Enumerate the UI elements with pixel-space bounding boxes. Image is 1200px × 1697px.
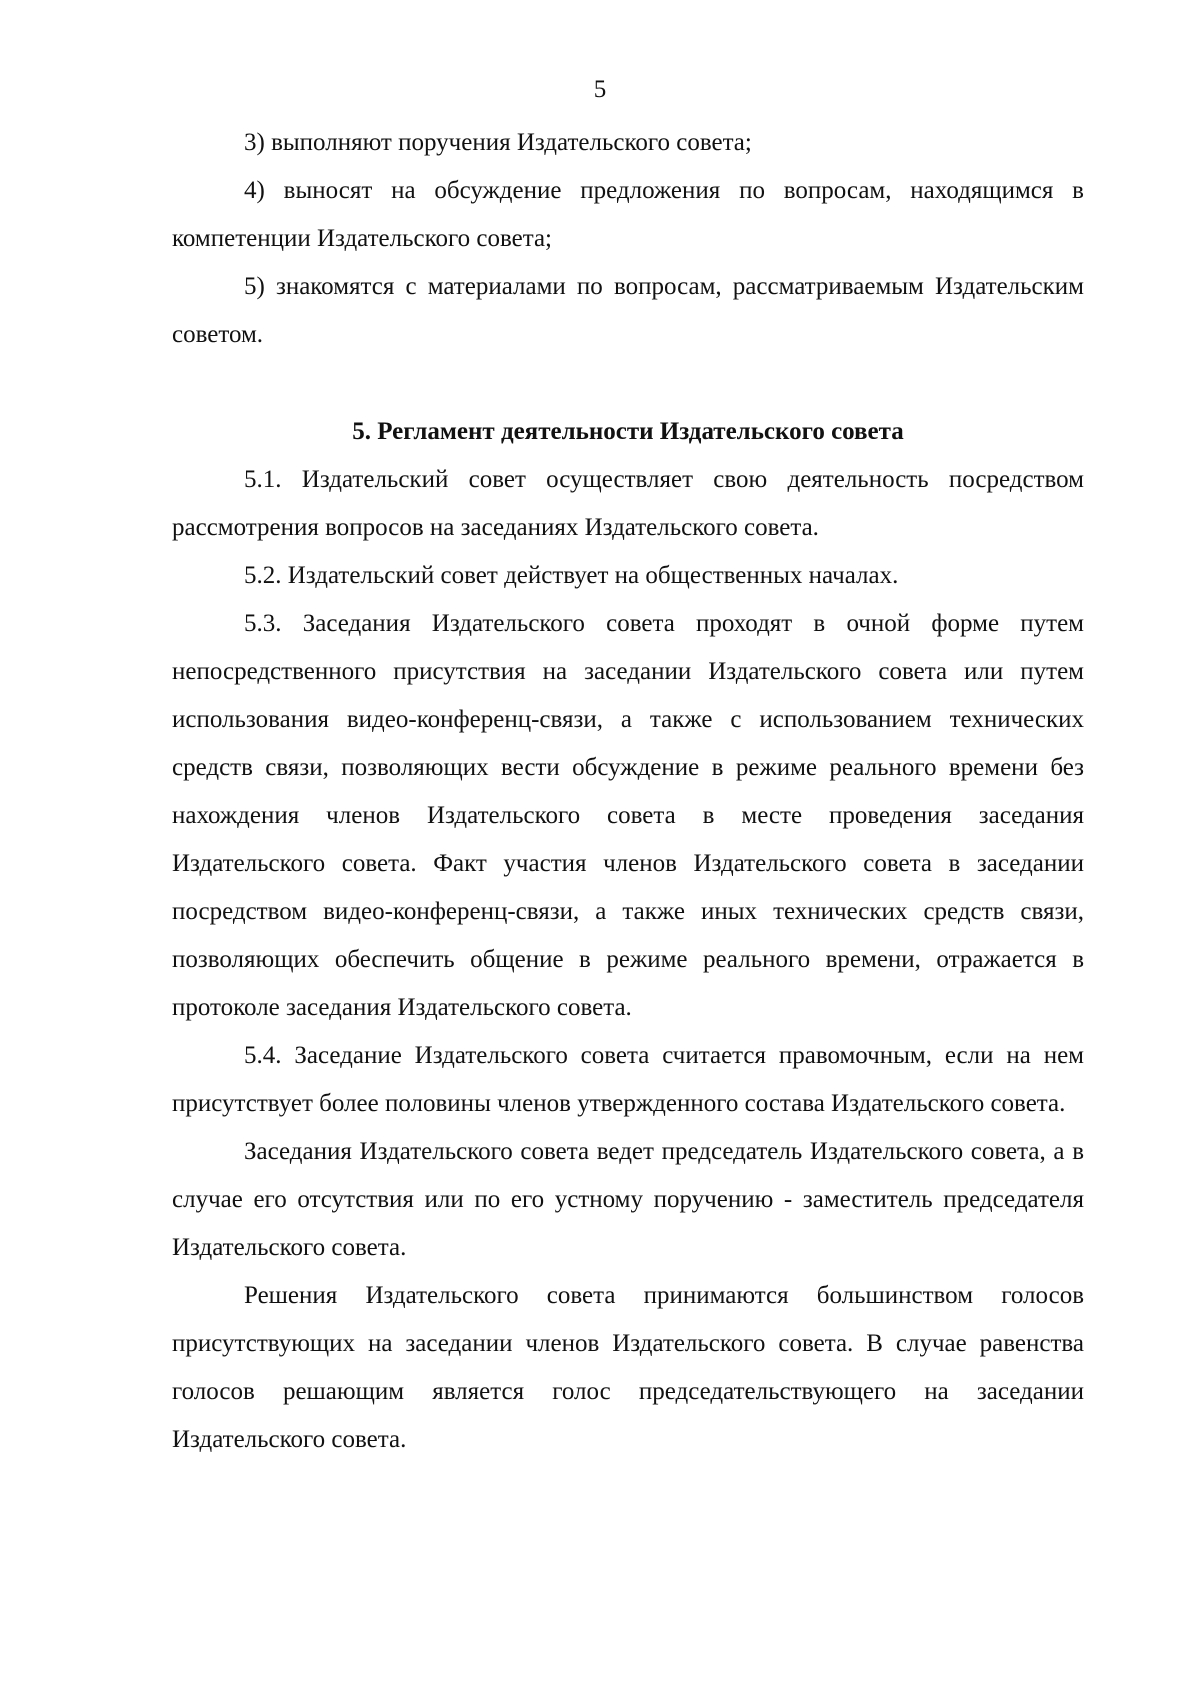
section-title: 5. Регламент деятельности Издательского совета bbox=[352, 418, 904, 445]
list-item-5: 5) знакомятся с материалами по вопросам, рассматриваемым Издательским советом. bbox=[172, 273, 1084, 348]
paragraph-5-3: 5.3. Заседания Издательского совета проходят в очной форме путем непосредственного присутствия на заседании Издательского совета или путем использования видео-конференц-связи, а также с использованием технических средств связи, позволяющих вести обсуждение в режиме реального времени без нахождения членов Издательского совета в месте проведения заседания Издательского совета. Факт участия членов Издательского совета в заседании посредством видео-конференц-связи, а также иных технических средств связи, позволяющих обеспечить общение в режиме реального времени, отражается в протоколе заседания Издательского совета. bbox=[172, 610, 1084, 1021]
page-number: 5 bbox=[593, 76, 607, 103]
paragraph-chairman: Заседания Издательского совета ведет председатель Издательского совета, а в случае его отсутствия или по его устному поручению - заместитель председателя Издательского совета. bbox=[172, 1138, 1084, 1261]
paragraph-5-4: 5.4. Заседание Издательского совета считается правомочным, если на нем присутствует более половины членов утвержденного состава Издательского совета. bbox=[172, 1042, 1084, 1117]
list-item-3: 3) выполняют поручения Издательского совета; bbox=[244, 129, 752, 156]
paragraph-5-2: 5.2. Издательский совет действует на общественных началах. bbox=[244, 562, 899, 589]
document-body bbox=[172, 119, 1084, 1464]
list-item-4: 4) выносят на обсуждение предложения по вопросам, находящимся в компетенции Издательского совета; bbox=[172, 177, 1084, 252]
paragraph-5-1: 5.1. Издательский совет осуществляет свою деятельность посредством рассмотрения вопросов на заседаниях Издательского совета. bbox=[172, 466, 1084, 541]
paragraph-decisions: Решения Издательского совета принимаются большинством голосов присутствующих на заседании членов Издательского совета. В случае равенства голосов решающим является голос председательствующего на заседании Издательского совета. bbox=[172, 1282, 1084, 1453]
